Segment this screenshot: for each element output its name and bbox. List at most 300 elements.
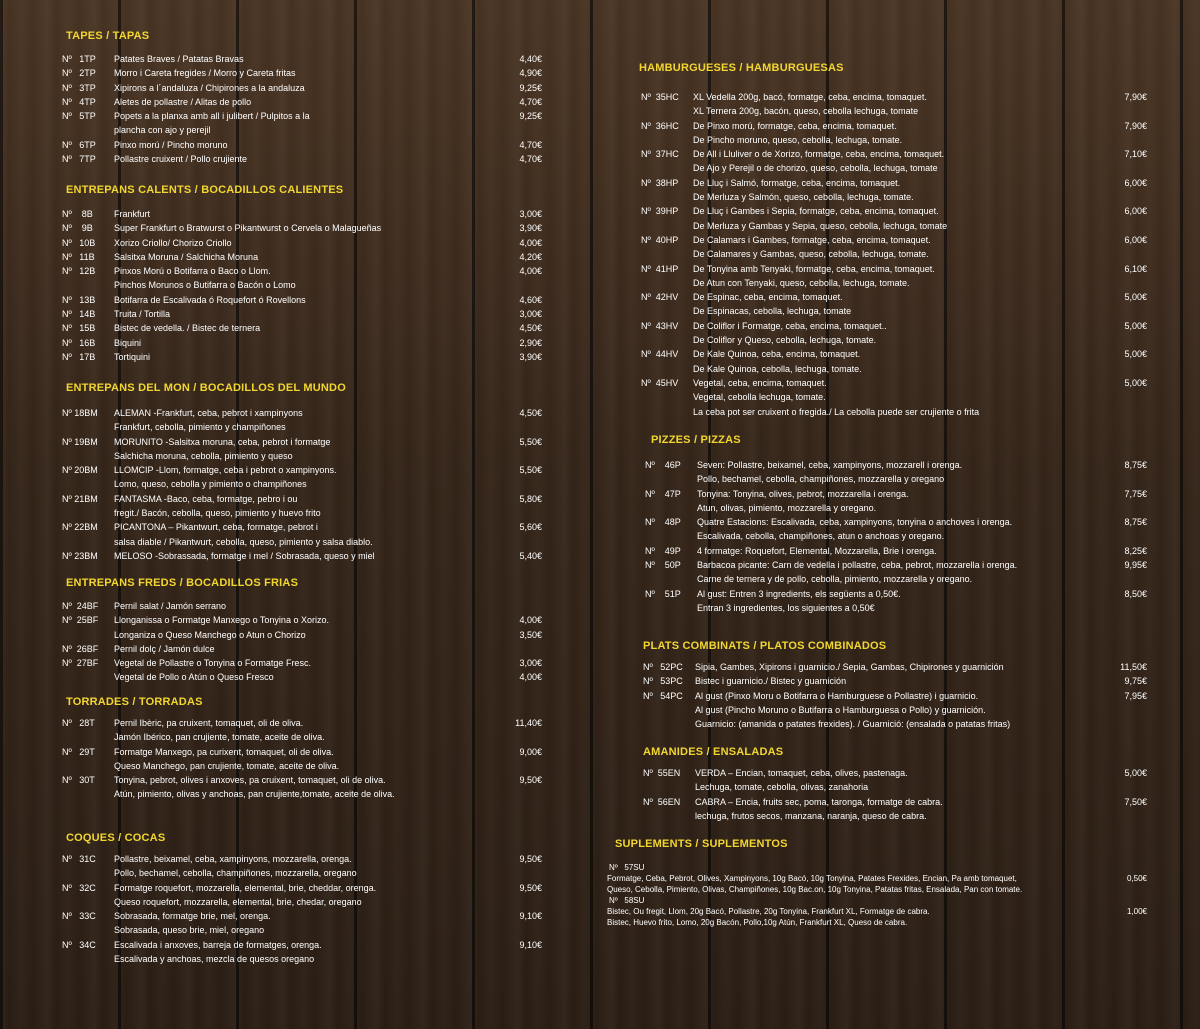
item-description [114,745,472,774]
section-title: PLATS COMBINATS / PLATOS COMBINADOS [643,640,887,652]
item-number: Nº 36HC [641,120,679,131]
section-title: ENTREPANS CALENTS / BOCADILLOS CALIENTES [66,184,344,196]
item-number: Nº 50P [645,560,681,571]
item-description-line: De Espinacas, cebolla, lechuga, tomate [693,306,852,317]
item-description-line: Pernil dolç / Jamón dulce [114,643,215,654]
item-price: 4,50€ [519,408,542,418]
item-description-line: MORUNITO -Salsitxa moruna, ceba, pebrot i formatge [114,436,331,447]
item-description-line: De Pincho moruno, queso, cebolla, lechuga, tomate. [693,134,903,145]
menu-item [62,109,542,138]
item-description [114,599,472,613]
item-number: Nº 46P [645,460,681,470]
item-number: Nº 39HP [641,206,679,217]
supplement-list [607,862,1147,928]
item-price: 0,50€ [1126,874,1147,883]
item-description-line: 4 formatge: Roquefort, Elemental, Mozzarella, Brie i orenga. [697,545,937,556]
supplement-item [607,862,1147,895]
item-description-line: Barbacoa picante: Carn de vedella i pollastre, ceba, pebrot, mozzarella i orenga. [697,560,1018,571]
item-description-line: Bistec, Ou fregit, Llom, 20g Bacó, Pollastre, 20g Tonyina, Frankfurt XL, Formatge de cabra. [607,907,930,916]
item-price: 4,50€ [519,323,542,334]
item-description-line: Queso Manchego, pan crujiente, tomate, aceite de oliva. [114,760,340,771]
item-price: 7,95€ [1124,690,1147,701]
item-description [114,881,472,910]
item-description-line: Patates Braves / Patatas Bravas [114,54,244,64]
item-description [697,515,1077,544]
item-list [643,766,1147,823]
item-number: Nº 6TP [62,139,96,150]
item-description [693,176,1077,205]
item-number: Nº 18BM [62,408,98,418]
item-description [114,492,472,521]
item-description-line: De Lluç i Salmó, formatge, ceba, encima, tomaquet. [693,177,901,188]
item-description-line: Vegetal de Pollo o Atún o Queso Fresco [114,672,274,683]
item-description-line: Queso roquefort, mozzarella, elemental, brie, chedar, oregano [114,896,362,907]
item-price: 6,00€ [1124,234,1147,245]
item-description [114,463,472,492]
item-number: Nº 12B [62,266,96,277]
item-description [695,674,1077,688]
item-number: Nº 17B [62,351,96,362]
item-price: 9,50€ [519,775,542,786]
item-description-line: VERDA – Encian, tomaquet, ceba, olives, pastenaga. [695,768,908,778]
menu-item [62,138,542,152]
item-price: 9,25€ [519,82,542,93]
item-description [693,90,1077,119]
item-price: 4,70€ [519,139,542,150]
item-price: 9,00€ [519,746,542,757]
item-description [114,307,472,321]
menu-item [62,221,542,235]
item-description-line: Tonyina, pebrot, olives i anxoves, pa cruixent, tomaquet, oli de oliva. [114,775,386,786]
item-number: Nº 35HC [641,92,679,102]
item-description-line: Morro i Careta fregides / Morro y Careta fritas [114,68,296,79]
item-description-line: Longaniza o Queso Manchego o Atun o Chorizo [114,629,306,640]
item-description-line: Pinchos Morunos o Butifarra o Bacón o Lomo [114,280,296,291]
item-price: 9,50€ [519,854,542,864]
item-description [114,81,472,95]
item-price: 9,95€ [1124,560,1147,571]
item-description-line: Frankfurt [114,209,151,219]
item-description-line: La ceba pot ser cruixent o fregida./ La cebolla puede ser crujiente o frita [693,406,980,417]
menu-item [62,321,542,335]
item-description-line: De Espinac, ceba, encima, tomaquet. [693,292,843,303]
menu-item [641,90,1147,119]
item-price: 11,50€ [1120,662,1147,672]
item-number: Nº 22BM [62,522,98,533]
menu-item [645,558,1147,587]
item-number: Nº 2TP [62,68,96,79]
item-number: Nº 33C [62,911,96,922]
item-price: 3,90€ [519,351,542,362]
item-number: Nº 27BF [62,658,99,669]
menu-item [62,81,542,95]
item-price: 9,50€ [519,882,542,893]
item-number: Nº 14B [62,309,96,320]
item-price: 5,00€ [1124,377,1147,388]
item-price: 8,50€ [1124,588,1147,599]
item-description [693,319,1077,348]
item-description [114,773,472,802]
item-number: Nº 53PC [643,676,683,687]
menu-item [643,689,1147,732]
menu-item [62,66,542,80]
item-description [697,587,1077,616]
item-description [693,119,1077,148]
item-number: Nº 45HV [641,377,679,388]
menu-item [62,207,542,221]
item-price: 9,25€ [519,111,542,122]
item-description-line: De Lluç i Gambes i Sepia, formatge, ceba, encima, tomaquet. [693,206,939,217]
menu-item [62,95,542,109]
item-number: Nº 34C [62,939,96,950]
item-price: 4,70€ [519,154,542,165]
item-description-line: Super Frankfurt o Bratwurst o Pikantwurst o Cervela o Malagueñas [114,223,382,234]
item-description-line: Vegetal, cebolla lechuga, tomate. [693,392,826,403]
item-price: 11,40€ [515,718,542,728]
item-price: 9,10€ [519,911,542,922]
menu-item [645,515,1147,544]
item-number: Nº 13B [62,294,96,305]
menu-item [62,236,542,250]
item-description [114,613,472,642]
item-number: Nº 16B [62,337,96,348]
menu-item [643,766,1147,795]
item-description-line: De Coliflor y Queso, cebolla, lechuga, tomate. [693,335,877,346]
item-number: Nº 28T [62,718,95,728]
item-price: 5,00€ [1124,768,1147,778]
menu-item [62,336,542,350]
item-description-line: De Kale Quinoa, ceba, encima, tomaquet. [693,349,861,360]
item-number: Nº 37HC [641,149,679,160]
menu-item [641,147,1147,176]
item-price: 3,90€ [519,223,542,234]
menu-item [62,773,542,802]
menu-item [62,264,542,293]
item-description [114,109,472,138]
item-description-line: Bistec, Huevo frito, Lomo, 20g Bacón, Pollo,10g Atún, Frankfurt XL, Queso de cabra. [607,918,908,927]
menu-item [62,435,542,464]
menu-item [641,347,1147,376]
item-description [114,350,472,364]
section-title: TAPES / TAPAS [66,30,150,42]
item-description-line: Escalivada y anchoas, mezcla de quesos oregano [114,954,315,965]
item-list [62,716,542,802]
section-title: AMANIDES / ENSALADAS [643,746,784,758]
item-number: Nº 1TP [62,54,96,64]
menu-item [645,544,1147,558]
menu-item [62,250,542,264]
item-description [114,52,472,66]
item-description-line: De Calamars i Gambes, formatge, ceba, encima, tomaquet. [693,234,931,245]
item-description-line: LLOMCIP -Llom, formatge, ceba i pebrot o xampinyons. [114,465,337,476]
item-description-line: PICANTONA – Pikantwurt, ceba, formatge, pebrot i [114,522,318,533]
menu-item [62,938,542,967]
menu-item [62,613,542,642]
item-number: Nº 20BM [62,465,98,476]
item-description-line: Biquini [114,337,142,348]
item-price: 1,00€ [1126,907,1147,916]
item-list [62,207,542,364]
item-description [693,204,1077,233]
menu-item [62,599,542,613]
item-description-line: Sipia, Gambes, Xipirons i guarnicio./ Sepia, Gambas, Chipirones y guarnición [695,662,1004,672]
item-price: 7,90€ [1124,120,1147,131]
item-number: Nº 4TP [62,96,96,107]
item-description-line: Pernil Ibèric, pa cruixent, tomaquet, oli de oliva. [114,718,304,728]
item-description-line: MELOSO -Sobrassada, formatge i mel / Sobrasada, queso y miel [114,550,375,561]
item-price: 8,25€ [1124,545,1147,556]
item-description-line: Botifarra de Escalivada ó Roquefort ó Rovellons [114,294,306,305]
item-description-line: Xorizo Criollo/ Chorizo Criollo [114,237,232,248]
item-description-line: Tonyina: Tonyina, olives, pebrot, mozzarella i orenga. [697,488,909,499]
item-description [114,66,472,80]
item-number: Nº 29T [62,746,95,757]
item-description [114,250,472,264]
item-description [697,558,1077,587]
item-number: Nº 49P [645,545,681,556]
menu-item [62,350,542,364]
item-price: 6,10€ [1124,263,1147,274]
item-description-line: lechuga, frutos secos, manzana, naranja, queso de cabra. [695,810,927,821]
menu-item [62,716,542,745]
item-number: Nº 25BF [62,615,99,626]
item-number: Nº 40HP [641,234,679,245]
item-description-line: De Calamares y Gambas, queso, cebolla, lechuga, tomate. [693,249,929,260]
section-title: TORRADES / TORRADAS [66,696,203,708]
menu-item [62,852,542,881]
item-number: Nº 54PC [643,690,683,701]
item-description [114,336,472,350]
menu-item [62,881,542,910]
item-description-line: Pollastre, beixamel, ceba, xampinyons, mozzarella, orenga. [114,854,352,864]
item-description [114,236,472,250]
item-description-line: Escalivada, cebolla, champiñones, atun o anchoas y oregano. [697,531,945,542]
item-description [693,290,1077,319]
item-description-line: Al gust (Pincho Moruno o Butifarra o Hamburguesa o Pollo) y guarnición. [695,704,986,715]
item-price: 4,00€ [519,237,542,248]
item-description-line: XL Vedella 200g, bacó, formatge, ceba, encima, tomaquet. [693,92,927,102]
item-description-line: De All i Lluliver o de Xorizo, formatge, ceba, encima, tomaquet. [693,149,945,160]
menu-item [62,909,542,938]
item-description-line: Llonganissa o Formatge Manxego o Tonyina o Xorizo. [114,615,329,626]
item-number: Nº 52PC [643,662,683,672]
item-description-line: Tortiquini [114,351,151,362]
item-description-line: FANTASMA -Baco, ceba, formatge, pebro i ou [114,493,298,504]
section-title: ENTREPANS FREDS / BOCADILLOS FRIAS [66,577,299,589]
menu-item [641,233,1147,262]
item-description-line: Sobrasada, queso brie, miel, oregano [114,925,265,936]
item-description-line: salsa diable / Pikantwurt, cebolla, queso, pimiento y salsa diablo. [114,536,373,547]
section-title: COQUES / COCAS [66,832,166,844]
menu-item [643,660,1147,674]
item-price: 5,50€ [519,436,542,447]
item-description [114,152,472,166]
item-description-line: fregit./ Bacón, cebolla, queso, pimiento y huevo frito [114,508,321,519]
section-title: ENTREPANS DEL MON / BOCADILLOS DEL MUNDO [66,382,346,394]
item-number: Nº 3TP [62,82,96,93]
item-description-line: Atun, olivas, pimiento, mozzarella y oregano. [697,502,877,513]
item-description-line: De Atun con Tenyaki, queso, cebolla, lechuga, tomate. [693,277,910,288]
item-number: Nº 31C [62,854,96,864]
item-description-line: CABRA – Encia, fruits sec, poma, taronga, formatge de cabra. [695,796,943,807]
menu-item [641,319,1147,348]
item-number: Nº 24BF [62,601,99,611]
menu-item [62,745,542,774]
item-description [695,689,1077,732]
menu-item [62,307,542,321]
menu-item [645,458,1147,487]
menu-item [645,487,1147,516]
item-description-line: Sobrasada, formatge brie, mel, orenga. [114,911,271,922]
menu-item [62,152,542,166]
item-description-line: Pernil salat / Jamón serrano [114,601,227,611]
item-list [641,90,1147,419]
item-number: Nº 10B [62,237,96,248]
item-description-line: Entran 3 ingredientes, los siguientes a 0,50€ [697,602,875,613]
item-description [114,435,472,464]
item-description [693,147,1077,176]
item-description [114,138,472,152]
item-number: Nº 57SU [609,863,645,872]
item-description [114,293,472,307]
item-price: 7,50€ [1124,796,1147,807]
item-number: Nº 47P [645,488,681,499]
item-list [62,599,542,685]
item-price: 6,00€ [1124,177,1147,188]
item-number: Nº 43HV [641,320,679,331]
menu-item [641,119,1147,148]
menu-item [62,463,542,492]
item-description-line: ALEMAN -Frankfurt, ceba, pebrot i xampinyons [114,408,303,418]
item-description [114,656,472,685]
item-description-line: Escalivada i anxoves, barreja de formatges, orenga. [114,939,322,950]
item-price: 9,75€ [1124,676,1147,687]
item-number: Nº 58SU [609,896,645,905]
item-description-line: Salsitxa Moruna / Salchicha Moruna [114,251,259,262]
item-number: Nº 32C [62,882,96,893]
item-price: 5,00€ [1124,292,1147,303]
item-price: 5,00€ [1124,320,1147,331]
item-description-line: Lechuga, tomate, cebolla, olivas, zanahoria [695,782,869,793]
item-description [114,909,472,938]
item-list [62,406,542,563]
section-title: SUPLEMENTS / SUPLEMENTOS [615,838,788,850]
item-description [607,906,1087,928]
item-description-line: Al gust (Pinxo Moru o Botifarra o Hamburguese o Pollastre) i guarnicio. [695,690,979,701]
item-description-line: Frankfurt, cebolla, pimiento y champiñones [114,422,286,433]
item-number: Nº 55EN [643,768,681,778]
item-description [693,347,1077,376]
item-description-line: Pinxos Morú o Botifarra o Baco o Llom. [114,266,271,277]
item-number: Nº 19BM [62,436,98,447]
item-price: 8,75€ [1124,460,1147,470]
item-description-line: De Kale Quinoa, cebolla, lechuga, tomate. [693,363,862,374]
item-number: Nº 7TP [62,154,96,165]
item-description [695,660,1077,674]
item-description-line: Al gust: Entren 3 ingredients, els següents a 0,50€. [697,588,901,599]
item-description-line: Pollo, bechamel, cebolla, champiñones, mozzarella y oregano [697,474,945,485]
item-number: Nº 30T [62,775,95,786]
item-description [697,544,1077,558]
item-description-line: Vegetal, ceba, encima, tomaquet. [693,377,827,388]
item-price: 4,00€ [519,266,542,277]
item-price: 4,20€ [519,251,542,262]
item-price: 5,40€ [519,550,542,561]
item-price: 4,60€ [519,294,542,305]
menu-item [641,376,1147,419]
menu-item [62,52,542,66]
item-description [114,221,472,235]
item-number: Nº 42HV [641,292,679,303]
item-number: Nº 38HP [641,177,679,188]
item-description-line: De Coliflor i Formatge, ceba, encima, tomaquet.. [693,320,887,331]
item-number: Nº 26BF [62,643,99,654]
item-number: Nº 5TP [62,111,96,122]
item-list [645,458,1147,615]
menu-item [641,290,1147,319]
item-description-line: De Pinxo morú, formatge, ceba, encima, tomaquet. [693,120,897,131]
item-price: 5,00€ [1124,349,1147,360]
item-price: 2,90€ [519,337,542,348]
menu-item [645,587,1147,616]
item-description-line: Seven: Pollastre, beixamel, ceba, xampinyons, mozzarell i orenga. [697,460,963,470]
menu-item [641,176,1147,205]
menu-item [641,262,1147,291]
item-number: Nº 41HP [641,263,679,274]
section-title: HAMBURGUESES / HAMBURGUESAS [639,62,844,74]
item-list [62,52,542,166]
item-price: 8,75€ [1124,517,1147,528]
item-description [697,487,1077,516]
item-description-line: De Merluza y Salmón, queso, cebolla, lechuga, tomate. [693,192,914,203]
item-number: Nº 9B [62,223,93,234]
item-price: 3,00€ [519,209,542,219]
menu-item [62,656,542,685]
item-description [607,873,1087,895]
item-description [693,262,1077,291]
item-description-line: Queso, Cebolla, Pimiento, Olivas, Champiñones, 10g Bac.on, 10g Tonyina, Patatas fritas, Ensalada, Pan con tomate. [607,885,1023,894]
item-description [114,321,472,335]
item-price: 5,50€ [519,465,542,476]
item-price: 7,75€ [1124,488,1147,499]
item-number: Nº 21BM [62,493,98,504]
item-price: 4,90€ [519,68,542,79]
item-number: Nº 8B [62,209,93,219]
item-price: 3,00€ 4,00€ [519,658,542,683]
item-description-line: De Tonyina amb Tenyaki, formatge, ceba, encima, tomaquet. [693,263,935,274]
item-description [114,264,472,293]
item-price: 7,10€ [1124,149,1147,160]
item-description [114,549,472,563]
item-description-line: Formatge roquefort, mozzarella, elemental, brie, cheddar, orenga. [114,882,377,893]
item-number: Nº 51P [645,588,681,599]
item-description [114,95,472,109]
item-price: 3,00€ [519,309,542,320]
item-description-line: Formatge, Ceba, Pebrot, Olives, Xampinyons, 10g Bacó, 10g Tonyina, Patates Frexides, Encian, Pa amb tomaquet, [607,874,1017,883]
menu-item [62,642,542,656]
item-description-line: Pollo, bechamel, cebolla, champiñones, mozzarella, oregano [114,868,357,879]
menu-item [62,406,542,435]
item-description [114,406,472,435]
item-list [62,852,542,966]
item-price: 4,70€ [519,96,542,107]
item-description-line: Formatge Manxego, pa curixent, tomaquet, oli de oliva. [114,746,334,757]
item-price: 4,00€ 3,50€ [519,615,542,640]
item-description-line: Aletes de pollastre / Alitas de pollo [114,96,252,107]
item-description-line: De Ajo y Perejil o de chorizo, queso, cebolla, lechuga, tomate [693,163,938,174]
item-list [643,660,1147,731]
item-description-line: Carne de ternera y de pollo, cebolla, pimiento, mozzarella y oregano. [697,574,973,585]
